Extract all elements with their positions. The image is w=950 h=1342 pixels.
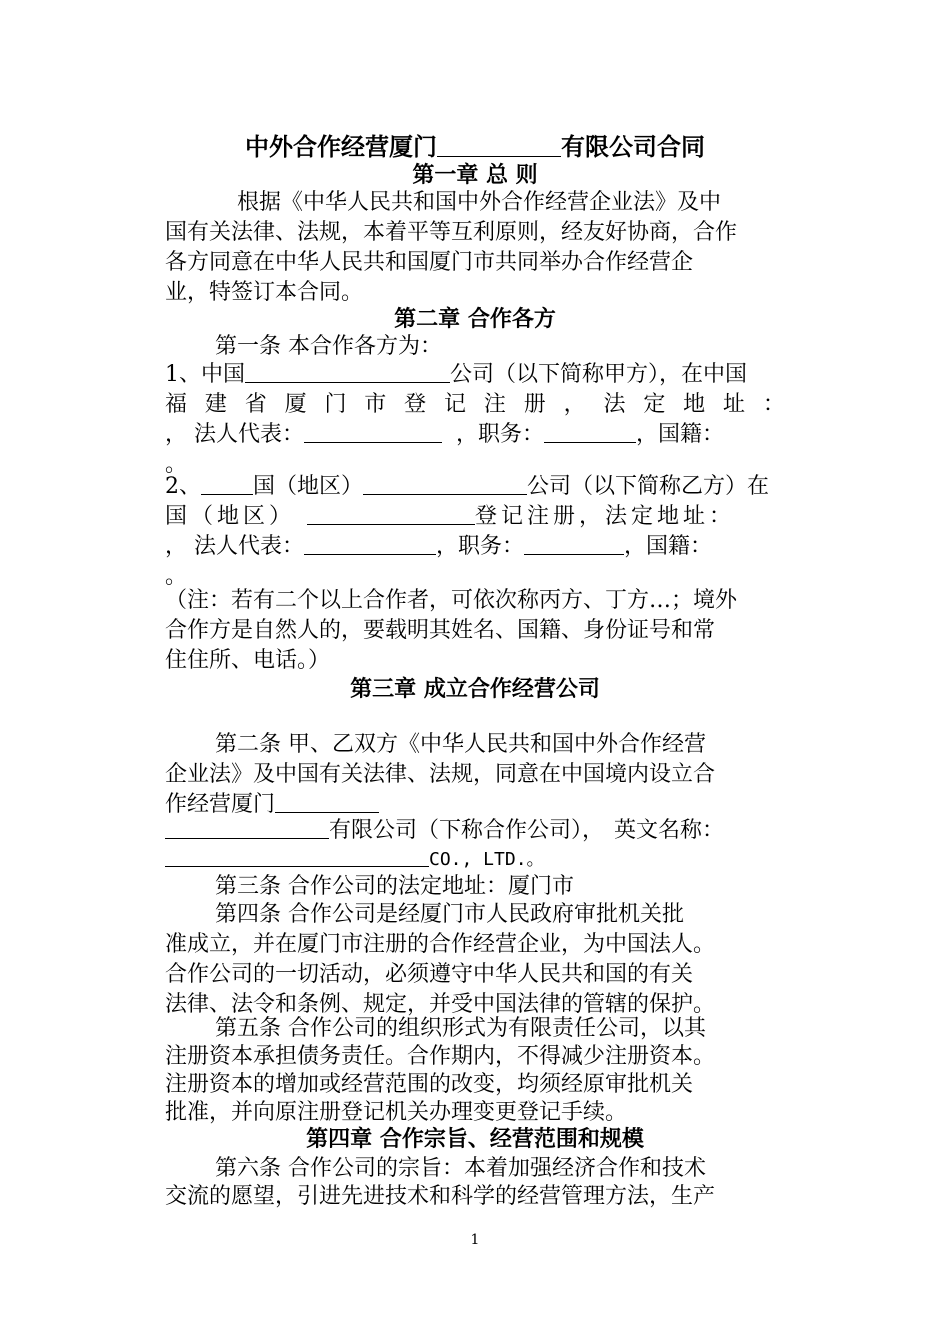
title-part: 有限公司合同 <box>561 132 705 161</box>
party-b-name-blank <box>363 472 527 495</box>
text: ，国籍： <box>624 534 713 559</box>
party-a-position-blank <box>544 420 636 443</box>
char: 地 <box>683 392 706 417</box>
text: 2、 <box>165 474 201 499</box>
text: ，职务： <box>436 534 525 559</box>
text: 登记注册，法定地址： <box>475 504 736 529</box>
article-2-line: 企业法》及中国有关法律、法规，同意在中国境内设立合 <box>165 762 716 787</box>
char: 法 <box>603 392 626 417</box>
party-b-line-2 <box>165 502 785 532</box>
note-line: 住住所、电话。） <box>165 648 331 673</box>
party-a-line-1 <box>165 360 785 390</box>
char: 注 <box>483 392 506 417</box>
chapter-2-heading: 第二章 合作各方 <box>394 306 556 332</box>
article-4-line: 第四条 合作公司是经厦门市人民政府审批机关批 <box>215 902 684 927</box>
char: 省 <box>244 392 267 417</box>
party-b-country-blank <box>201 472 253 495</box>
char: 建 <box>204 392 227 417</box>
article-4-line: 合作公司的一切活动，必须遵守中华人民共和国的有关 <box>165 962 694 987</box>
party-b-line-3 <box>165 532 785 562</box>
title-part: 中外合作经营厦门 <box>245 132 437 161</box>
party-a-line-2 <box>165 390 785 420</box>
article-5-line: 第五条 合作公司的组织形式为有限责任公司，以其 <box>215 1016 706 1041</box>
party-b-registration-blank <box>307 502 475 525</box>
article-2-line: 第二条 甲、乙双方《中华人民共和国中外合作经营 <box>215 732 706 757</box>
char: 登 <box>404 392 427 417</box>
text: 1、中国 <box>165 362 245 387</box>
chapter-4-heading: 第四章 合作宗旨、经营范围和规模 <box>306 1126 644 1152</box>
contract-title <box>165 130 785 164</box>
text: 公司（以下简称甲方），在中国 <box>450 362 748 387</box>
text: CO., LTD.。 <box>429 849 545 870</box>
party-a-line-3 <box>165 420 785 450</box>
char: 福 <box>165 392 188 417</box>
text: 作经营厦门 <box>165 792 276 817</box>
char: 址 <box>723 392 746 417</box>
char: 记 <box>444 392 467 417</box>
text: ，国籍： <box>636 422 725 447</box>
text: 英文名称： <box>614 818 725 843</box>
article-2-line-4 <box>165 816 785 846</box>
article-6-line: 第六条 合作公司的宗旨：本着加强经济合作和技术 <box>215 1156 706 1181</box>
char: 厦 <box>284 392 307 417</box>
paragraph-line: 业，特签订本合同。 <box>165 280 364 305</box>
company-name-blank <box>165 816 329 839</box>
party-a-line-4: 。 <box>165 452 188 477</box>
article-6-line: 交流的愿望，引进先进技术和科学的经营管理方法，生产 <box>165 1184 716 1209</box>
text: 公司（以下简称乙方）在 <box>527 474 770 499</box>
article-5-line: 批准，并向原注册登记机关办理变更登记手续。 <box>165 1100 628 1125</box>
article-2-line-5 <box>165 844 785 874</box>
chapter-1-heading: 第一章 总 则 <box>412 162 538 188</box>
party-a-name-blank <box>245 360 450 383</box>
note-line: （注：若有二个以上合作者，可依次称丙方、丁方…；境外 <box>165 588 738 613</box>
article-4-line: 准成立，并在厦门市注册的合作经营企业，为中国法人。 <box>165 932 716 957</box>
english-name-blank <box>165 844 429 867</box>
party-a-representative-blank <box>304 420 442 443</box>
text: 国（地区） <box>165 504 296 529</box>
article-1: 第一条 本合作各方为： <box>215 334 442 359</box>
text: ， 法人代表： <box>165 534 304 559</box>
party-b-representative-blank <box>304 532 436 555</box>
text: ， 法人代表： <box>165 422 304 447</box>
text: 有限公司（下称合作公司）， <box>329 818 605 843</box>
paragraph-line: 各方同意在中华人民共和国厦门市共同举办合作经营企 <box>165 250 694 275</box>
party-b-position-blank <box>524 532 624 555</box>
page-number: 1 <box>470 1232 480 1248</box>
char: 册 <box>523 392 546 417</box>
char: 市 <box>364 392 387 417</box>
note-line: 合作方是自然人的，要载明其姓名、国籍、身份证号和常 <box>165 618 716 643</box>
company-name-blank <box>275 790 379 813</box>
paragraph-line: 国有关法律、法规，本着平等互利原则，经友好协商，合作 <box>165 220 738 245</box>
party-b-line-4: 。 <box>165 564 188 589</box>
paragraph-line: 根据《中华人民共和国中外合作经营企业法》及中 <box>237 190 722 215</box>
article-5-line: 注册资本承担债务责任。合作期内，不得减少注册资本。 <box>165 1044 716 1069</box>
article-4-line: 法律、法令和条例、规定，并受中国法律的管辖的保护。 <box>165 992 716 1017</box>
text: ，职务： <box>456 422 545 447</box>
char: 定 <box>643 392 666 417</box>
article-3: 第三条 合作公司的法定地址：厦门市 <box>215 874 574 899</box>
char: ， <box>563 392 586 417</box>
company-name-blank <box>437 134 561 157</box>
article-5-line: 注册资本的增加或经营范围的改变，均须经原审批机关 <box>165 1072 694 1097</box>
text: 国（地区） <box>253 474 364 499</box>
char: 门 <box>324 392 347 417</box>
char: ： <box>762 392 785 417</box>
party-b-line-1 <box>165 472 785 502</box>
chapter-3-heading: 第三章 成立合作经营公司 <box>350 676 600 702</box>
